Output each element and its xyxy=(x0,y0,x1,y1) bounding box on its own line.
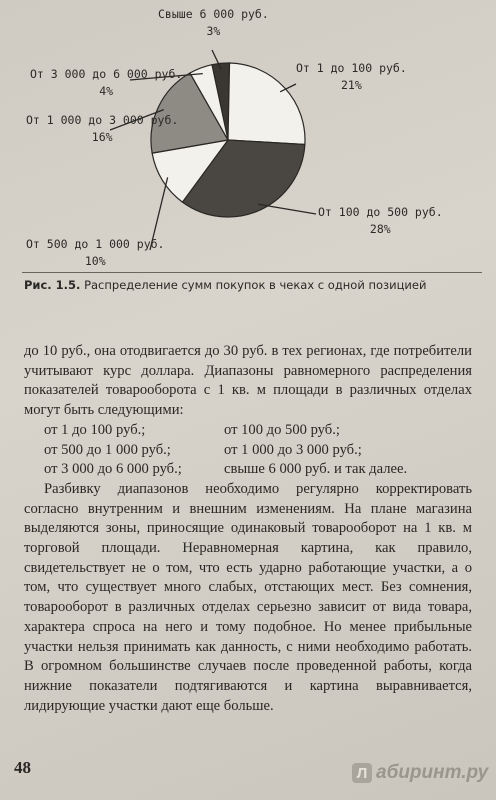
page-number: 48 xyxy=(14,758,31,777)
body-text xyxy=(24,342,472,716)
paragraph-1: до 10 руб., она отодвигается до 30 руб. в тех регионах, где потребители учитывают курс доллара. Диапазоны равномерного распределения показателей товарооборота с 1 кв. м площади в различных отделах могут быть следующими: xyxy=(24,343,472,419)
list-row xyxy=(24,460,472,480)
figure-caption xyxy=(24,278,484,292)
caption-text: Распределение сумм покупок в чеках с одной позицией xyxy=(80,278,427,292)
list-item: от 3 000 до 6 000 руб.; xyxy=(44,461,182,478)
caption-label: Рис. 1.5. xyxy=(24,278,81,292)
list-item: от 100 до 500 руб.; xyxy=(224,421,340,438)
logo-text: абиринт.ру xyxy=(376,762,489,783)
leader-line xyxy=(258,204,316,214)
paragraph-2: Разбивку диапазонов необходимо регулярно корректировать согласно внутренним и внешним изменениям. На плане магазина выделяются зоны, приносящие одинаковый товарооборот на 1 кв. м торговой площади. Неравномерная картина, как правило, свидетельствует не о том, что есть ударно работающие участки, а о том, что существует много слабых, отстающих мест. Без сомнения, товарооборот в различных отделах серьезно зависит от вида товара, характера спроса на него и тому подобное. Но менее прибыльные участки нельзя принимать как данность, с ними необходимо работать. В огромном большинстве случаев после проведенной работы, когда нижние показатели подтягиваются и картина выравнивается, лидирующие участки дают еще больше. xyxy=(24,480,472,714)
list-item: свыше 6 000 руб. и так далее. xyxy=(224,461,408,478)
caption-rule xyxy=(22,272,482,273)
label-1000-3000: От 1 000 до 3 000 руб. 16% xyxy=(26,113,179,144)
list-item: от 500 до 1 000 руб.; xyxy=(44,441,171,458)
label-100-500: От 100 до 500 руб. 28% xyxy=(318,205,443,236)
list-row xyxy=(24,421,472,441)
labirint-logo xyxy=(352,762,488,784)
list-row xyxy=(24,441,472,461)
logo-mark-icon: Л xyxy=(352,763,372,783)
slice-1-100 xyxy=(228,63,305,144)
list-item: от 1 до 100 руб.; xyxy=(44,421,146,438)
label-500-1000: От 500 до 1 000 руб. 10% xyxy=(26,237,165,268)
list-item: от 1 000 до 3 000 руб.; xyxy=(224,441,362,458)
ranges-list xyxy=(24,421,472,480)
label-1-100: От 1 до 100 руб. 21% xyxy=(296,61,407,92)
label-over-6000: Свыше 6 000 руб. 3% xyxy=(158,7,269,38)
pie-figure xyxy=(0,0,496,330)
label-3000-6000: От 3 000 до 6 000 руб. 4% xyxy=(30,67,183,98)
